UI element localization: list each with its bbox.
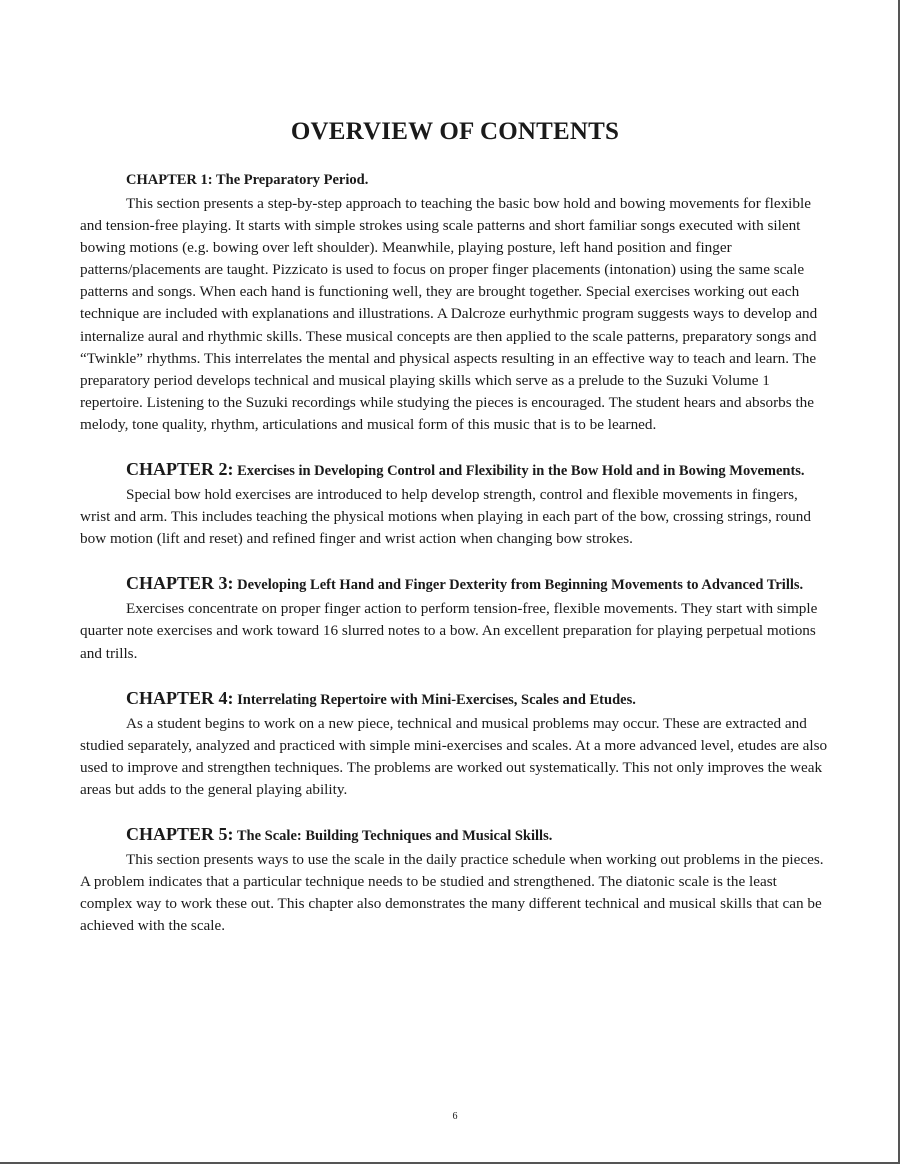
chapter-1-heading — [80, 169, 830, 191]
chapter-2-heading — [80, 458, 830, 482]
chapter-5-section — [80, 823, 830, 937]
chapter-5-body: This section presents ways to use the scale in the daily practice schedule when working out problems in the pieces. A problem indicates that a particular technique needs to be studied and strengthened. The diatonic scale is the least complex way to work these out. This chapter also demonstrates the many different technical and musical skills that can be achieved with the scale. — [80, 850, 824, 935]
chapter-2-label: CHAPTER 2: — [126, 459, 234, 480]
page-number: 6 — [452, 1111, 458, 1122]
chapter-1-body: This section presents a step-by-step approach to teaching the basic bow hold and bowing movements for flexible and tension-free playing. It starts with simple strokes using scale patterns and short familiar songs executed with silent bowing motions (e.g. bowing over left shoulder). Meanwhile, playing posture, left hand position and finger patterns/placements are taught. Pizzicato is used to focus on proper finger placements (intonation) using the same scale patterns and songs. When each hand is functioning well, they are brought together. Special exercises working out each technique are included with explanations and illustrations. A Dalcroze eurhythmic program suggests ways to develop and internalize aural and rhythmic skills. These musical concepts are then applied to the scale patterns, preparatory songs and “Twinkle” rhythms. This interrelates the mental and physical aspects resulting in an effective way to teach and learn. The preparatory period develops technical and musical playing skills which serve as a prelude to the Suzuki Volume 1 repertoire. Listening to the Suzuki recordings while studying the pieces is encouraged. The student hears and absorbs the melody, tone quality, rhythm, articulations and musical form of this music that is to be learned. — [80, 195, 818, 433]
page-content — [80, 118, 830, 959]
chapter-2-title: Exercises in Developing Control and Flexibility in the Bow Hold and in Bowing Movements. — [237, 463, 805, 480]
chapter-1-title: The Preparatory Period. — [215, 172, 369, 188]
chapter-5-label: CHAPTER 5: — [126, 823, 234, 844]
chapter-2-section — [80, 458, 830, 550]
chapter-3-label: CHAPTER 3: — [126, 573, 234, 594]
chapter-3-heading — [80, 572, 830, 596]
chapter-4-label: CHAPTER 4: — [126, 687, 234, 708]
chapter-4-section — [80, 687, 830, 801]
chapter-4-heading — [80, 687, 830, 711]
chapter-3-body: Exercises concentrate on proper finger action to perform tension-free, flexible movements. They start with simple quarter note exercises and work toward 16 slurred notes to a bow. An excellent preparation for playing perpetual motions and trills. — [80, 600, 818, 662]
chapter-4-body: As a student begins to work on a new piece, technical and musical problems may occur. These are extracted and studied separately, analyzed and practiced with simple mini-exercises and scales. At a more advanced level, etudes are also used to improve and strengthen techniques. The problems are worked out systematically. This not only improves the weak areas but adds to the general playing ability. — [80, 714, 828, 798]
chapter-1-section — [80, 169, 830, 436]
chapter-2-body: Special bow hold exercises are introduced to help develop strength, control and flexible movements in fingers, wrist and arm. This includes teaching the physical motions when playing in each part of the bow, crossing strings, round bow motion (lift and reset) and refined finger and wrist action when changing bow strokes. — [80, 486, 811, 548]
chapter-4-title: Interrelating Repertoire with Mini-Exercises, Scales and Etudes. — [237, 691, 636, 708]
chapter-5-title: The Scale: Building Techniques and Musical Skills. — [236, 827, 553, 844]
chapter-1-label: CHAPTER 1: — [126, 172, 213, 188]
chapter-5-heading — [80, 823, 830, 847]
chapter-3-section — [80, 572, 830, 664]
chapter-3-title: Developing Left Hand and Finger Dexterity from Beginning Movements to Advanced Trills. — [237, 577, 804, 594]
page-title: OVERVIEW OF CONTENTS — [290, 118, 620, 145]
